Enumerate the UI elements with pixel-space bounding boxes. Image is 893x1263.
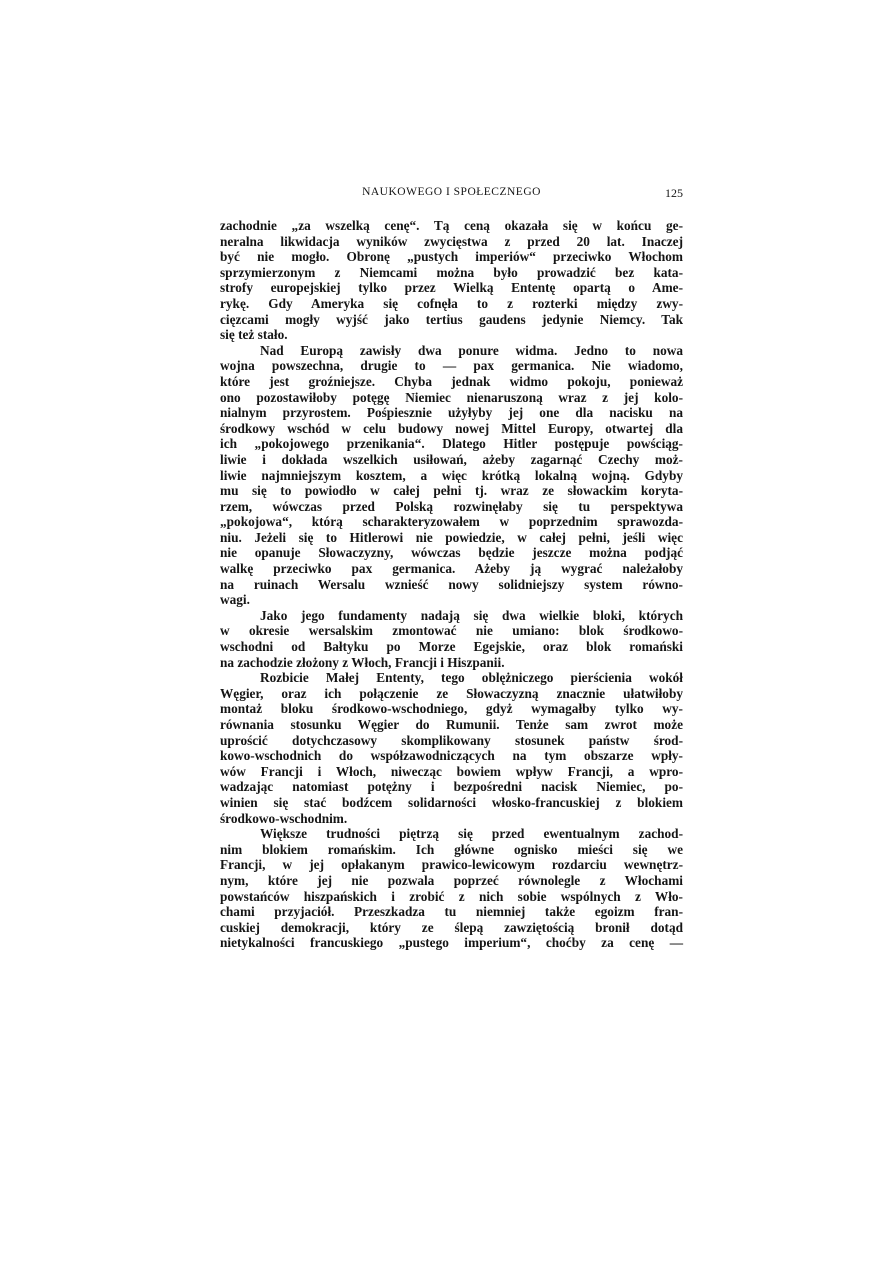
text-line: sprzymierzonym z Niemcami można było prowadzić bez kata- [220,264,683,280]
text-line: w okresie wersalskim zmontować nie umiano: blok środkowo- [220,623,683,639]
text-line: na ruinach Wersalu wznieść nowy solidniejszy system równo- [220,576,683,592]
body-text [220,218,683,951]
text-line: chami przyjaciół. Przeszkadza tu niemniej także egoizm fran- [220,904,683,920]
text-line: nym, które jej nie pozwala poprzeć równolegle z Włochami [220,872,683,888]
text-line: liwie najmniejszym kosztem, a więc krótką lokalną wojną. Gdyby [220,467,683,483]
text-line: Jako jego fundamenty nadają się dwa wielkie bloki, których [260,607,683,623]
text-line: strofy europejskiej tylko przez Wielką Ententę opartą o Ame- [220,280,683,296]
text-line: powstańców hiszpańskich i zrobić z nich sobie wspólnych z Wło- [220,888,683,904]
text-line: Nad Europą zawisły dwa ponure widma. Jedno to nowa [260,342,683,358]
text-line: mu się to powiodło w całej pełni tj. wraz ze słowackim koryta- [220,483,683,499]
text-line: cuskiej demokracji, który ze ślepą zawziętością bronił dotąd [220,919,683,935]
text-line: winien się stać bodźcem solidarności włosko-francuskiej z blokiem [220,794,683,810]
text-line: nie opanuje Słowaczyzny, wówczas będzie jeszcze można podjąć [220,545,683,561]
text-line: rzem, wówczas przed Polską rozwinęłaby się tu perspektywa [220,498,683,514]
text-line: które jest groźniejsze. Chyba jednak widmo pokoju, ponieważ [220,373,683,389]
page-header [220,186,683,206]
paragraph [220,608,683,670]
paragraph [220,670,683,826]
text-line: środkowo-wschodnim. [220,810,348,826]
text-line: wów Francji i Włoch, niwecząc bowiem wpływ Francji, a wpro- [220,763,683,779]
text-line: wojna powszechna, drugie to — pax germanica. Nie wiadomo, [220,358,683,374]
text-line: wschodni od Bałtyku po Morze Egejskie, oraz blok romański [220,639,683,655]
page-number: 125 [665,186,683,200]
text-line: nim blokiem romańskim. Ich główne ognisko mieści się we [220,841,683,857]
text-line: cięzcami mogły wyjść jako tertius gaudens jedynie Niemcy. Tak [220,311,683,327]
document-page [220,186,683,951]
text-line: montaż bloku środkowo-wschodniego, gdyż wymagałby tylko wy- [220,701,683,717]
text-line: ich „pokojowego przenikania“. Dlatego Hitler postępuje powściąg- [220,436,683,452]
text-line: Węgier, oraz ich połączenie ze Słowaczyzną znacznie ułatwiłoby [220,685,683,701]
text-line: uprościć dotychczasowy skomplikowany stosunek państw środ- [220,732,683,748]
text-line: neralna likwidacja wyników zwycięstwa z przed 20 lat. Inaczej [220,233,683,249]
running-head: NAUKOWEGO I SPOŁECZNEGO [362,186,541,198]
text-line: niu. Jeżeli się to Hitlerowi nie powiedzie, w całej pełni, jeśli więc [220,529,683,545]
text-line: zachodnie „za wszelką cenę“. Tą ceną okazała się w końcu ge- [220,218,683,233]
text-line: Rozbicie Małej Ententy, tego oblężniczego pierścienia wokół [260,670,683,686]
text-line: na zachodzie złożony z Włoch, Francji i Hiszpanii. [220,654,505,670]
text-line: się też stało. [220,327,288,343]
text-line: nialnym przyrostem. Pośpiesznie użyłyby jej one dla nacisku na [220,405,683,421]
text-line: ono pozostawiłoby potęgę Niemiec nienaruszoną wraz z jej kolo- [220,389,683,405]
text-line: być nie mogło. Obronę „pustych imperiów“ przeciwko Włochom [220,249,683,265]
text-line: walkę przeciwko pax germanica. Ażeby ją wygrać należałoby [220,561,683,577]
text-line: wagi. [220,592,250,608]
paragraph [220,343,683,608]
text-line: rykę. Gdy Ameryka się cofnęła to z rozterki między zwy- [220,295,683,311]
text-line: Francji, w jej opłakanym prawico-lewicowym rozdarciu wewnętrz- [220,857,683,873]
text-line: kowo-wschodnich do współzawodniczących na tym obszarze wpły- [220,748,683,764]
paragraph [220,826,683,951]
text-line: Większe trudności piętrzą się przed ewentualnym zachod- [260,826,683,842]
text-line: równania stosunku Węgier do Rumunii. Tenże sam zwrot może [220,717,683,732]
text-line: nietykalności francuskiego „pustego imperium“, choćby za cenę — [220,935,683,951]
text-line: wadzając natomiast potężny i bezpośredni nacisk Niemiec, po- [220,779,683,795]
text-line: „pokojowa“, którą scharakteryzowałem w poprzednim sprawozda- [220,514,683,530]
paragraph [220,218,683,343]
text-line: liwie i dokłada wszelkich usiłowań, ażeby zagarnąć Czechy moż- [220,451,683,467]
text-line: środkowy wschód w celu budowy nowej Mittel Europy, otwartej dla [220,420,683,436]
